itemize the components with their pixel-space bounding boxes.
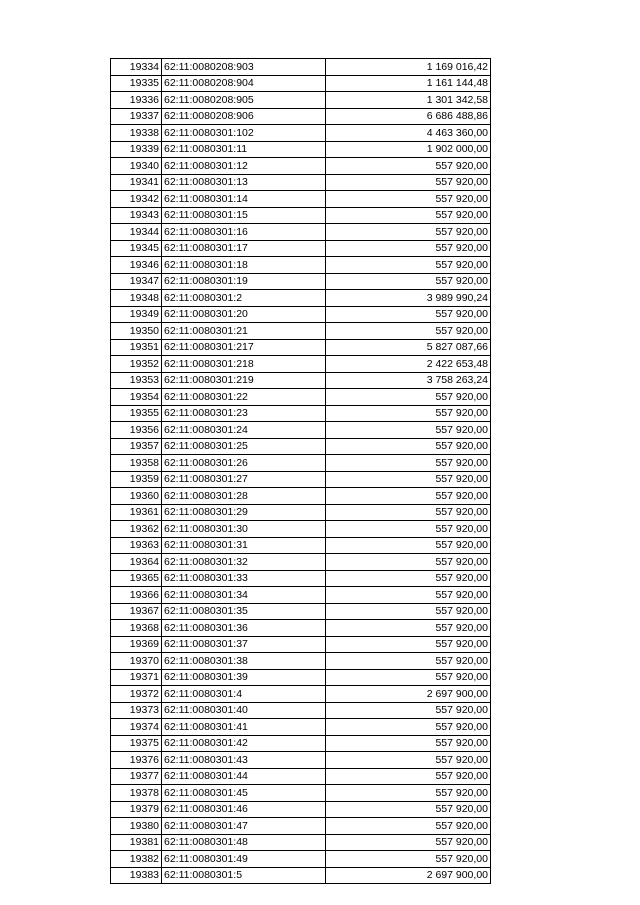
table-row xyxy=(111,768,491,785)
cadastral-value-cell: 557 920,00 xyxy=(326,158,491,175)
cadastral-value-table xyxy=(110,58,491,884)
row-number-cell: 19381 xyxy=(111,834,162,851)
cadastral-number-cell: 62:11:0080301:16 xyxy=(162,224,326,241)
cadastral-number-cell: 62:11:0080301:4 xyxy=(162,686,326,703)
row-number-cell: 19343 xyxy=(111,207,162,224)
row-number-cell: 19366 xyxy=(111,587,162,604)
cadastral-value-cell: 557 920,00 xyxy=(326,405,491,422)
table-row xyxy=(111,735,491,752)
cadastral-value-cell: 2 422 653,48 xyxy=(326,356,491,373)
row-number-cell: 19354 xyxy=(111,389,162,406)
row-number-cell: 19353 xyxy=(111,372,162,389)
row-number-cell: 19342 xyxy=(111,191,162,208)
cadastral-number-cell: 62:11:0080301:40 xyxy=(162,702,326,719)
table-body xyxy=(111,59,491,884)
table-row xyxy=(111,554,491,571)
row-number-cell: 19364 xyxy=(111,554,162,571)
cadastral-value-cell: 557 920,00 xyxy=(326,504,491,521)
table-row xyxy=(111,422,491,439)
cadastral-value-cell: 557 920,00 xyxy=(326,785,491,802)
cadastral-value-cell: 557 920,00 xyxy=(326,768,491,785)
cadastral-value-cell: 557 920,00 xyxy=(326,471,491,488)
table-row xyxy=(111,372,491,389)
row-number-cell: 19348 xyxy=(111,290,162,307)
cadastral-number-cell: 62:11:0080301:17 xyxy=(162,240,326,257)
row-number-cell: 19382 xyxy=(111,851,162,868)
cadastral-number-cell: 62:11:0080301:34 xyxy=(162,587,326,604)
table-row xyxy=(111,75,491,92)
row-number-cell: 19355 xyxy=(111,405,162,422)
cadastral-number-cell: 62:11:0080301:26 xyxy=(162,455,326,472)
table-row xyxy=(111,801,491,818)
table-row xyxy=(111,867,491,884)
cadastral-number-cell: 62:11:0080301:29 xyxy=(162,504,326,521)
cadastral-value-cell: 3 989 990,24 xyxy=(326,290,491,307)
cadastral-value-cell: 557 920,00 xyxy=(326,323,491,340)
row-number-cell: 19375 xyxy=(111,735,162,752)
table-row xyxy=(111,702,491,719)
table-row xyxy=(111,125,491,142)
cadastral-number-cell: 62:11:0080208:904 xyxy=(162,75,326,92)
row-number-cell: 19362 xyxy=(111,521,162,538)
table-row xyxy=(111,141,491,158)
table-row xyxy=(111,834,491,851)
table-row xyxy=(111,191,491,208)
cadastral-value-cell: 557 920,00 xyxy=(326,488,491,505)
cadastral-number-cell: 62:11:0080301:218 xyxy=(162,356,326,373)
table-row xyxy=(111,570,491,587)
cadastral-value-cell: 557 920,00 xyxy=(326,455,491,472)
cadastral-number-cell: 62:11:0080301:47 xyxy=(162,818,326,835)
cadastral-value-cell: 557 920,00 xyxy=(326,818,491,835)
table-row xyxy=(111,323,491,340)
cadastral-number-cell: 62:11:0080301:23 xyxy=(162,405,326,422)
table-row xyxy=(111,818,491,835)
table-row xyxy=(111,257,491,274)
row-number-cell: 19368 xyxy=(111,620,162,637)
cadastral-value-cell: 5 827 087,66 xyxy=(326,339,491,356)
cadastral-number-cell: 62:11:0080301:15 xyxy=(162,207,326,224)
cadastral-value-cell: 557 920,00 xyxy=(326,240,491,257)
row-number-cell: 19336 xyxy=(111,92,162,109)
row-number-cell: 19346 xyxy=(111,257,162,274)
cadastral-value-cell: 557 920,00 xyxy=(326,389,491,406)
cadastral-number-cell: 62:11:0080301:32 xyxy=(162,554,326,571)
table-row xyxy=(111,669,491,686)
cadastral-number-cell: 62:11:0080301:25 xyxy=(162,438,326,455)
table-row xyxy=(111,59,491,76)
cadastral-value-cell: 557 920,00 xyxy=(326,851,491,868)
cadastral-number-cell: 62:11:0080301:28 xyxy=(162,488,326,505)
cadastral-value-cell: 557 920,00 xyxy=(326,719,491,736)
cadastral-number-cell: 62:11:0080208:903 xyxy=(162,59,326,76)
table-row xyxy=(111,174,491,191)
row-number-cell: 19335 xyxy=(111,75,162,92)
cadastral-number-cell: 62:11:0080301:42 xyxy=(162,735,326,752)
cadastral-number-cell: 62:11:0080301:20 xyxy=(162,306,326,323)
cadastral-number-cell: 62:11:0080208:906 xyxy=(162,108,326,125)
table-row xyxy=(111,504,491,521)
row-number-cell: 19356 xyxy=(111,422,162,439)
table-row xyxy=(111,273,491,290)
table-row xyxy=(111,521,491,538)
table-row xyxy=(111,752,491,769)
table-row xyxy=(111,306,491,323)
table-row xyxy=(111,224,491,241)
cadastral-value-cell: 557 920,00 xyxy=(326,603,491,620)
cadastral-value-cell: 1 161 144,48 xyxy=(326,75,491,92)
row-number-cell: 19337 xyxy=(111,108,162,125)
cadastral-value-cell: 1 902 000,00 xyxy=(326,141,491,158)
cadastral-value-cell: 557 920,00 xyxy=(326,257,491,274)
cadastral-value-cell: 557 920,00 xyxy=(326,554,491,571)
table-row xyxy=(111,356,491,373)
row-number-cell: 19352 xyxy=(111,356,162,373)
cadastral-value-cell: 557 920,00 xyxy=(326,191,491,208)
cadastral-value-cell: 3 758 263,24 xyxy=(326,372,491,389)
table-row xyxy=(111,719,491,736)
table-row xyxy=(111,537,491,554)
cadastral-value-cell: 557 920,00 xyxy=(326,537,491,554)
cadastral-value-cell: 2 697 900,00 xyxy=(326,686,491,703)
table-row xyxy=(111,108,491,125)
row-number-cell: 19341 xyxy=(111,174,162,191)
row-number-cell: 19376 xyxy=(111,752,162,769)
cadastral-number-cell: 62:11:0080301:24 xyxy=(162,422,326,439)
row-number-cell: 19339 xyxy=(111,141,162,158)
row-number-cell: 19345 xyxy=(111,240,162,257)
cadastral-value-cell: 557 920,00 xyxy=(326,834,491,851)
table-row xyxy=(111,851,491,868)
cadastral-number-cell: 62:11:0080301:19 xyxy=(162,273,326,290)
cadastral-number-cell: 62:11:0080301:41 xyxy=(162,719,326,736)
table-row xyxy=(111,636,491,653)
cadastral-value-cell: 2 697 900,00 xyxy=(326,867,491,884)
table-row xyxy=(111,438,491,455)
cadastral-number-cell: 62:11:0080208:905 xyxy=(162,92,326,109)
table-row xyxy=(111,653,491,670)
table-row xyxy=(111,455,491,472)
cadastral-number-cell: 62:11:0080301:44 xyxy=(162,768,326,785)
row-number-cell: 19359 xyxy=(111,471,162,488)
row-number-cell: 19374 xyxy=(111,719,162,736)
cadastral-number-cell: 62:11:0080301:45 xyxy=(162,785,326,802)
table-row xyxy=(111,158,491,175)
cadastral-value-cell: 1 301 342,58 xyxy=(326,92,491,109)
cadastral-value-cell: 557 920,00 xyxy=(326,702,491,719)
cadastral-number-cell: 62:11:0080301:33 xyxy=(162,570,326,587)
cadastral-number-cell: 62:11:0080301:31 xyxy=(162,537,326,554)
row-number-cell: 19349 xyxy=(111,306,162,323)
cadastral-number-cell: 62:11:0080301:5 xyxy=(162,867,326,884)
row-number-cell: 19357 xyxy=(111,438,162,455)
cadastral-number-cell: 62:11:0080301:12 xyxy=(162,158,326,175)
row-number-cell: 19334 xyxy=(111,59,162,76)
cadastral-value-cell: 4 463 360,00 xyxy=(326,125,491,142)
cadastral-number-cell: 62:11:0080301:38 xyxy=(162,653,326,670)
cadastral-value-cell: 557 920,00 xyxy=(326,207,491,224)
cadastral-number-cell: 62:11:0080301:48 xyxy=(162,834,326,851)
row-number-cell: 19340 xyxy=(111,158,162,175)
row-number-cell: 19377 xyxy=(111,768,162,785)
row-number-cell: 19344 xyxy=(111,224,162,241)
cadastral-value-cell: 6 686 488,86 xyxy=(326,108,491,125)
cadastral-number-cell: 62:11:0080301:36 xyxy=(162,620,326,637)
cadastral-number-cell: 62:11:0080301:217 xyxy=(162,339,326,356)
cadastral-number-cell: 62:11:0080301:219 xyxy=(162,372,326,389)
cadastral-number-cell: 62:11:0080301:35 xyxy=(162,603,326,620)
table-row xyxy=(111,785,491,802)
table-row xyxy=(111,471,491,488)
cadastral-number-cell: 62:11:0080301:14 xyxy=(162,191,326,208)
cadastral-value-cell: 557 920,00 xyxy=(326,653,491,670)
cadastral-number-cell: 62:11:0080301:18 xyxy=(162,257,326,274)
cadastral-number-cell: 62:11:0080301:21 xyxy=(162,323,326,340)
cadastral-number-cell: 62:11:0080301:11 xyxy=(162,141,326,158)
cadastral-number-cell: 62:11:0080301:43 xyxy=(162,752,326,769)
cadastral-value-cell: 557 920,00 xyxy=(326,669,491,686)
cadastral-value-cell: 557 920,00 xyxy=(326,521,491,538)
cadastral-value-cell: 1 169 016,42 xyxy=(326,59,491,76)
row-number-cell: 19372 xyxy=(111,686,162,703)
table-row xyxy=(111,587,491,604)
cadastral-value-cell: 557 920,00 xyxy=(326,570,491,587)
table-row xyxy=(111,686,491,703)
row-number-cell: 19361 xyxy=(111,504,162,521)
cadastral-number-cell: 62:11:0080301:13 xyxy=(162,174,326,191)
cadastral-value-cell: 557 920,00 xyxy=(326,306,491,323)
row-number-cell: 19365 xyxy=(111,570,162,587)
table-row xyxy=(111,240,491,257)
row-number-cell: 19383 xyxy=(111,867,162,884)
row-number-cell: 19363 xyxy=(111,537,162,554)
cadastral-value-cell: 557 920,00 xyxy=(326,438,491,455)
cadastral-value-cell: 557 920,00 xyxy=(326,174,491,191)
cadastral-value-cell: 557 920,00 xyxy=(326,735,491,752)
cadastral-value-cell: 557 920,00 xyxy=(326,422,491,439)
table-row xyxy=(111,405,491,422)
row-number-cell: 19350 xyxy=(111,323,162,340)
cadastral-value-cell: 557 920,00 xyxy=(326,587,491,604)
table-row xyxy=(111,620,491,637)
table-row xyxy=(111,339,491,356)
table-row xyxy=(111,389,491,406)
cadastral-number-cell: 62:11:0080301:22 xyxy=(162,389,326,406)
cadastral-number-cell: 62:11:0080301:49 xyxy=(162,851,326,868)
cadastral-number-cell: 62:11:0080301:27 xyxy=(162,471,326,488)
row-number-cell: 19347 xyxy=(111,273,162,290)
row-number-cell: 19369 xyxy=(111,636,162,653)
cadastral-number-cell: 62:11:0080301:2 xyxy=(162,290,326,307)
cadastral-number-cell: 62:11:0080301:39 xyxy=(162,669,326,686)
cadastral-number-cell: 62:11:0080301:30 xyxy=(162,521,326,538)
cadastral-value-cell: 557 920,00 xyxy=(326,224,491,241)
row-number-cell: 19358 xyxy=(111,455,162,472)
cadastral-number-cell: 62:11:0080301:46 xyxy=(162,801,326,818)
table-row xyxy=(111,92,491,109)
cadastral-number-cell: 62:11:0080301:37 xyxy=(162,636,326,653)
cadastral-value-cell: 557 920,00 xyxy=(326,636,491,653)
table-row xyxy=(111,603,491,620)
row-number-cell: 19360 xyxy=(111,488,162,505)
row-number-cell: 19373 xyxy=(111,702,162,719)
cadastral-value-cell: 557 920,00 xyxy=(326,752,491,769)
row-number-cell: 19380 xyxy=(111,818,162,835)
row-number-cell: 19378 xyxy=(111,785,162,802)
table-row xyxy=(111,290,491,307)
row-number-cell: 19370 xyxy=(111,653,162,670)
row-number-cell: 19351 xyxy=(111,339,162,356)
cadastral-value-cell: 557 920,00 xyxy=(326,620,491,637)
cadastral-number-cell: 62:11:0080301:102 xyxy=(162,125,326,142)
row-number-cell: 19379 xyxy=(111,801,162,818)
table-row xyxy=(111,488,491,505)
cadastral-value-cell: 557 920,00 xyxy=(326,273,491,290)
table-row xyxy=(111,207,491,224)
row-number-cell: 19338 xyxy=(111,125,162,142)
cadastral-value-cell: 557 920,00 xyxy=(326,801,491,818)
row-number-cell: 19367 xyxy=(111,603,162,620)
row-number-cell: 19371 xyxy=(111,669,162,686)
